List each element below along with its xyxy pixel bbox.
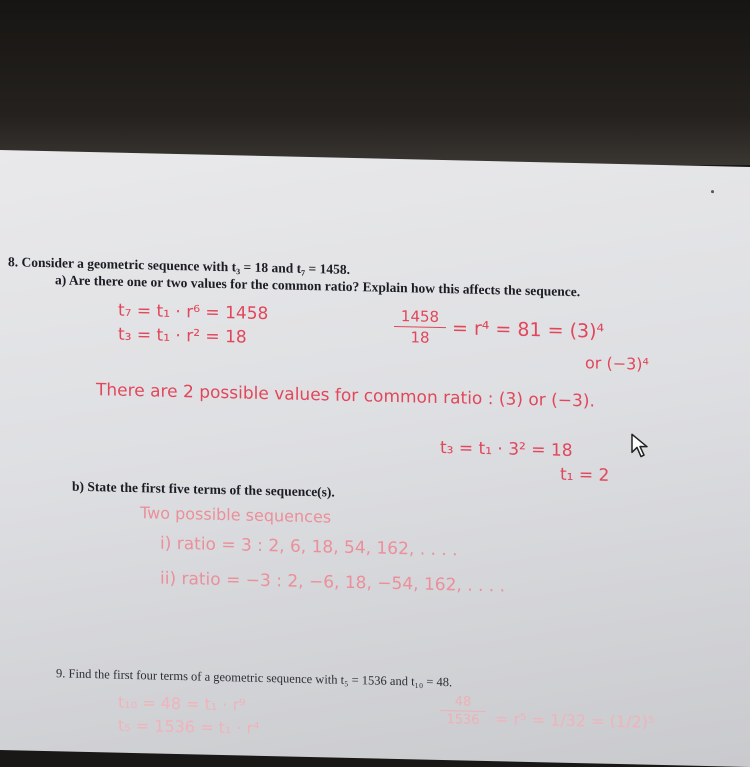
work-9-line2: t₅ = 1536 = t₁ · r⁴	[118, 715, 260, 738]
mouse-cursor-icon	[630, 432, 652, 458]
work-a-line2: t₃ = t₁ · r² = 18	[118, 324, 247, 348]
work-9-line1: t₁₀ = 48 = t₁ · r⁹	[118, 692, 246, 715]
work-a-line1: t₇ = t₁ · r⁶ = 1458	[118, 300, 269, 325]
question-8a-text: a) Are there one or two values for the common ratio? Explain how this affects the sequence.	[55, 272, 581, 300]
work-b-heading: Two possible sequences	[140, 503, 332, 527]
question-9-text: 9. Find the first four terms of a geometric sequence with t₅ = 1536 and t₁₀ = 48.	[56, 666, 453, 690]
work-a-ratio-equation: = r⁴ = 81 = (3)⁴	[452, 317, 605, 343]
screen-speck	[711, 190, 714, 193]
monitor-bezel	[0, 0, 750, 165]
work-a-conclusion: There are 2 possible values for common ratio : (3) or (−3).	[96, 380, 595, 412]
work-a-fraction	[394, 307, 446, 347]
worksheet-screen	[0, 150, 750, 767]
work-a-first-term-equation: t₃ = t₁ · 3² = 18	[440, 437, 573, 461]
fraction-denominator: 18	[410, 328, 430, 347]
fraction-denominator: 1536	[446, 712, 480, 728]
work-b-sequence-2: ii) ratio = −3 : 2, −6, 18, −54, 162, . . . .	[160, 568, 506, 597]
fraction-numerator: 48	[454, 694, 472, 710]
question-8-text: 8. Consider a geometric sequence with t₃ = 18 and t₇ = 1458.	[8, 254, 350, 277]
fraction-numerator: 1458	[400, 307, 440, 326]
question-8b-text: b) State the first five terms of the sequence(s).	[72, 478, 335, 500]
work-a-negative-option: or (−3)⁴	[585, 353, 649, 374]
work-9-ratio-equation: = r⁵ = 1/32 = (1/2)⁵	[495, 709, 655, 732]
work-b-sequence-1: i) ratio = 3 : 2, 6, 18, 54, 162, . . . .	[160, 533, 458, 561]
work-9-fraction	[440, 694, 486, 728]
work-a-first-term-value: t₁ = 2	[560, 464, 610, 486]
